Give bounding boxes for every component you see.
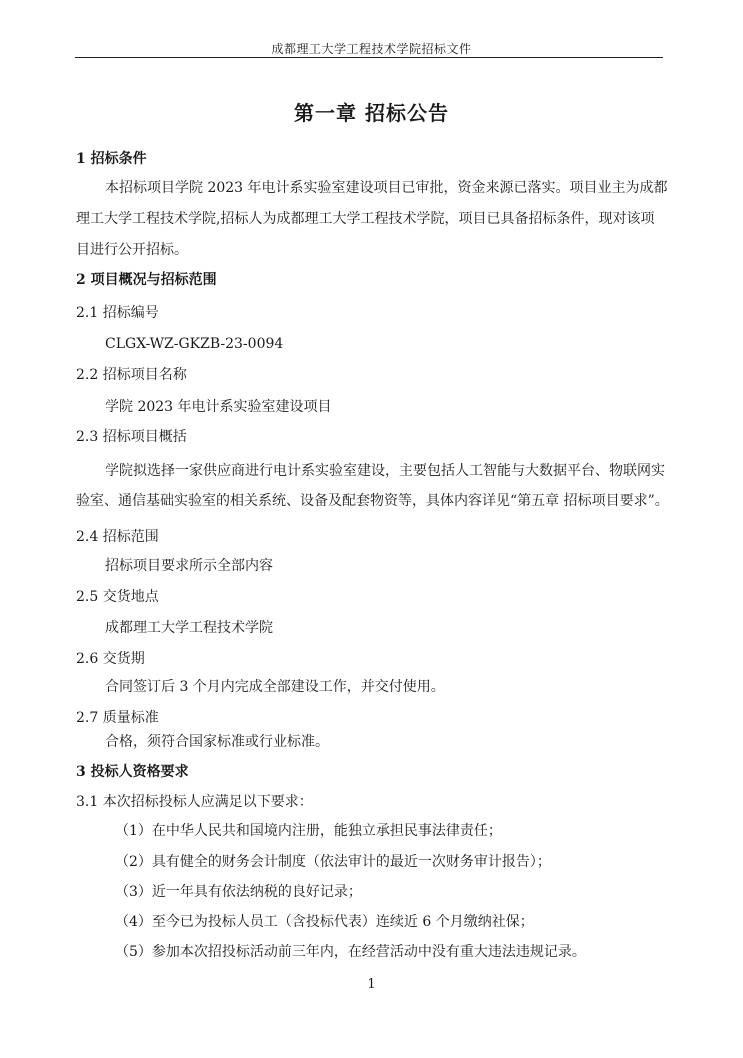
section-1-heading: 1 招标条件 [76, 151, 147, 167]
section-1-paragraph-line: 本招标项目学院 2023 年电计系实验室建设项目已审批，资金来源已落实。项目业主为成都 [105, 180, 668, 196]
subsection-2-6-label: 2.6 交货期 [76, 651, 145, 667]
subsection-2-1-label: 2.1 招标编号 [76, 305, 159, 321]
quality-standard: 合格，须符合国家标准或行业标准。 [105, 734, 329, 750]
requirement-item: （1）在中华人民共和国境内注册，能独立承担民事法律责任； [115, 823, 502, 839]
delivery-period: 合同签订后 3 个月内完成全部建设工作，并交付使用。 [105, 679, 445, 695]
project-summary-line: 验室、通信基础实验室的相关系统、设备及配套物资等，具体内容详见“第五章 招标项目要求”。 [76, 493, 669, 509]
requirement-item: （3）近一年具有依法纳税的良好记录； [115, 884, 362, 900]
section-1-paragraph-line: 理工大学工程技术学院,招标人为成都理工大学工程技术学院，项目已具备招标条件，现对该项 [76, 211, 655, 227]
header-divider [75, 57, 663, 58]
subsection-2-2-label: 2.2 招标项目名称 [76, 367, 187, 383]
requirement-item: （4）至今已为投标人员工（含投标代表）连续近 6 个月缴纳社保； [115, 914, 534, 930]
section-3-heading: 3 投标人资格要求 [76, 764, 189, 780]
tender-number: CLGX-WZ-GKZB-23-0094 [105, 336, 284, 352]
requirement-item: （5）参加本次招投标活动前三年内，在经营活动中没有重大违法违规记录。 [115, 944, 586, 960]
requirement-item: （2）具有健全的财务会计制度（依法审计的最近一次财务审计报告）； [115, 854, 551, 870]
delivery-location: 成都理工大学工程技术学院 [105, 620, 273, 636]
section-1-paragraph-line: 目进行公开招标。 [76, 242, 188, 258]
subsection-2-4-label: 2.4 招标范围 [76, 529, 159, 545]
subsection-2-3-label: 2.3 招标项目概括 [76, 429, 187, 445]
page-number: 1 [367, 977, 376, 992]
section-2-heading: 2 项目概况与招标范围 [76, 272, 217, 288]
tender-scope: 招标项目要求所示全部内容 [105, 558, 273, 574]
chapter-title: 第一章 招标公告 [294, 101, 449, 125]
project-summary-line: 学院拟选择一家供应商进行电计系实验室建设，主要包括人工智能与大数据平台、物联网实 [105, 463, 665, 479]
project-name: 学院 2023 年电计系实验室建设项目 [105, 399, 332, 415]
subsection-3-1: 3.1 本次招标投标人应满足以下要求： [76, 794, 313, 810]
subsection-2-5-label: 2.5 交货地点 [76, 589, 159, 605]
subsection-2-7-label: 2.7 质量标准 [76, 710, 159, 726]
document-header: 成都理工大学工程技术学院招标文件 [271, 42, 472, 56]
